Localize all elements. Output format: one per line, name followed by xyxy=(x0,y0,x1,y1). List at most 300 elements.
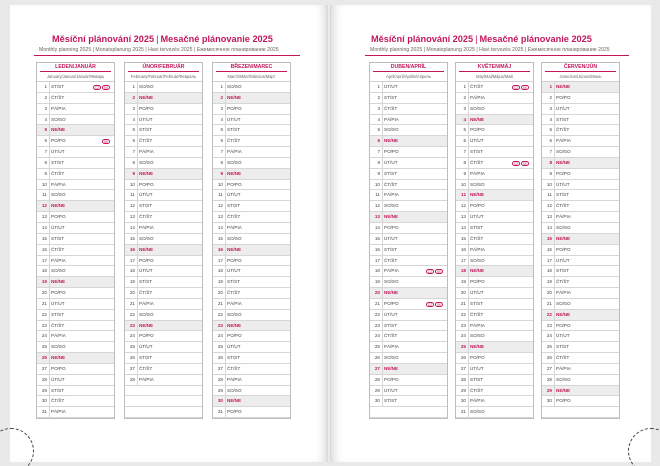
day-row[interactable] xyxy=(125,93,202,104)
day-row[interactable] xyxy=(542,310,619,321)
day-row[interactable] xyxy=(213,342,290,353)
day-divider xyxy=(468,266,469,276)
day-row[interactable] xyxy=(456,180,533,191)
day-row[interactable] xyxy=(125,180,202,191)
day-row[interactable] xyxy=(370,158,447,169)
day-row[interactable] xyxy=(456,158,533,169)
day-divider xyxy=(137,375,138,385)
day-number: 24 xyxy=(129,333,135,339)
day-row[interactable] xyxy=(213,158,290,169)
day-row[interactable] xyxy=(370,147,447,158)
day-divider xyxy=(468,375,469,385)
day-divider xyxy=(468,396,469,406)
day-row[interactable] xyxy=(37,386,114,397)
day-row[interactable] xyxy=(37,396,114,407)
day-divider xyxy=(49,180,50,190)
day-row[interactable] xyxy=(213,190,290,201)
day-number: 18 xyxy=(374,268,380,274)
day-row[interactable] xyxy=(125,277,202,288)
day-row[interactable] xyxy=(125,223,202,234)
day-number: 1 xyxy=(463,84,466,89)
day-number: 29 xyxy=(460,387,466,393)
day-row[interactable] xyxy=(125,364,202,375)
day-row[interactable] xyxy=(37,180,114,191)
day-row[interactable] xyxy=(370,342,447,353)
day-divider xyxy=(468,201,469,211)
day-row[interactable] xyxy=(456,115,533,126)
weekday-label: ČT/ŠT xyxy=(51,398,65,404)
day-divider xyxy=(382,180,383,190)
day-row[interactable] xyxy=(213,321,290,332)
day-number: 28 xyxy=(129,376,135,382)
day-row[interactable] xyxy=(370,115,447,126)
day-number: 14 xyxy=(546,224,552,230)
day-row[interactable] xyxy=(125,115,202,126)
day-number: 3 xyxy=(549,105,552,111)
day-row[interactable] xyxy=(542,245,619,256)
day-row[interactable] xyxy=(213,256,290,267)
weekday-label: ÚT/UT xyxy=(227,268,241,274)
day-row[interactable] xyxy=(37,169,114,180)
day-row[interactable] xyxy=(456,310,533,321)
day-divider xyxy=(225,180,226,190)
day-row[interactable] xyxy=(456,223,533,234)
day-row[interactable] xyxy=(125,136,202,147)
day-row[interactable] xyxy=(213,245,290,256)
day-row[interactable] xyxy=(542,331,619,342)
day-row[interactable] xyxy=(125,331,202,342)
weekday-label: ÚT/UT xyxy=(556,105,570,111)
day-row[interactable] xyxy=(213,396,290,407)
day-row[interactable] xyxy=(456,190,533,201)
weekday-label: NE/NE xyxy=(51,203,66,209)
day-row[interactable] xyxy=(542,266,619,277)
day-divider xyxy=(49,169,50,179)
day-row[interactable] xyxy=(125,266,202,277)
day-row[interactable] xyxy=(37,147,114,158)
day-row[interactable] xyxy=(37,266,114,277)
day-row[interactable] xyxy=(542,396,619,407)
day-row[interactable] xyxy=(125,234,202,245)
day-row[interactable] xyxy=(37,82,114,93)
day-row[interactable] xyxy=(213,180,290,191)
weekday-label: ČT/ŠT xyxy=(556,127,570,133)
day-row[interactable] xyxy=(542,407,619,418)
day-number: 8 xyxy=(463,159,466,165)
day-row[interactable] xyxy=(542,321,619,332)
day-row[interactable] xyxy=(213,364,290,375)
day-row[interactable] xyxy=(542,212,619,223)
day-row[interactable] xyxy=(542,201,619,212)
day-row[interactable] xyxy=(456,375,533,386)
day-divider xyxy=(382,245,383,255)
day-number: 9 xyxy=(132,170,135,176)
day-number: 23 xyxy=(129,322,135,328)
day-row[interactable] xyxy=(542,125,619,136)
day-divider xyxy=(468,331,469,341)
day-divider xyxy=(225,234,226,244)
day-row[interactable] xyxy=(542,299,619,310)
day-row[interactable] xyxy=(370,82,447,93)
day-row[interactable] xyxy=(125,353,202,364)
day-row[interactable] xyxy=(125,299,202,310)
weekday-label: PÁ/PIA xyxy=(227,224,242,230)
day-row[interactable] xyxy=(456,331,533,342)
day-row[interactable] xyxy=(370,223,447,234)
day-row[interactable] xyxy=(37,288,114,299)
day-number: 26 xyxy=(460,355,466,361)
day-row[interactable] xyxy=(542,386,619,397)
day-row[interactable] xyxy=(542,364,619,375)
day-row[interactable] xyxy=(370,212,447,223)
day-number: 11 xyxy=(42,192,47,198)
day-number: 7 xyxy=(549,149,552,155)
day-row[interactable] xyxy=(542,136,619,147)
day-row[interactable] xyxy=(456,256,533,267)
day-row[interactable] xyxy=(542,234,619,245)
day-divider xyxy=(137,180,138,190)
day-row[interactable] xyxy=(456,147,533,158)
day-row[interactable] xyxy=(213,234,290,245)
day-row[interactable] xyxy=(542,82,619,93)
day-row[interactable] xyxy=(213,93,290,104)
day-row[interactable] xyxy=(542,169,619,180)
day-row[interactable] xyxy=(213,331,290,342)
day-divider xyxy=(49,125,50,135)
weekday-label: NE/NE xyxy=(227,246,242,252)
day-row[interactable] xyxy=(213,310,290,321)
day-row[interactable] xyxy=(456,396,533,407)
day-row[interactable] xyxy=(542,158,619,169)
day-row[interactable] xyxy=(125,321,202,332)
day-number: 11 xyxy=(218,192,223,198)
day-row[interactable] xyxy=(456,234,533,245)
day-row[interactable] xyxy=(542,342,619,353)
day-row[interactable] xyxy=(542,223,619,234)
day-row[interactable] xyxy=(37,299,114,310)
day-row[interactable] xyxy=(456,321,533,332)
day-row[interactable] xyxy=(125,169,202,180)
day-row[interactable] xyxy=(456,353,533,364)
day-row[interactable] xyxy=(125,82,202,93)
day-row[interactable] xyxy=(370,190,447,201)
day-row[interactable] xyxy=(125,104,202,115)
weekday-label: PO/PO xyxy=(139,105,154,111)
day-row[interactable] xyxy=(37,277,114,288)
holiday-badge: SK xyxy=(436,302,442,307)
day-row[interactable] xyxy=(542,375,619,386)
day-row[interactable] xyxy=(542,190,619,201)
day-row[interactable] xyxy=(456,277,533,288)
day-number: 5 xyxy=(549,127,552,133)
day-number: 20 xyxy=(546,290,552,296)
weekday-label: ČT/ŠT xyxy=(139,214,153,220)
day-row[interactable] xyxy=(37,331,114,342)
day-divider xyxy=(468,169,469,179)
day-row[interactable] xyxy=(213,223,290,234)
day-row[interactable] xyxy=(370,266,447,277)
day-row[interactable] xyxy=(125,288,202,299)
day-row[interactable] xyxy=(125,190,202,201)
day-number: 14 xyxy=(129,224,135,230)
day-number: 6 xyxy=(132,138,135,144)
day-row[interactable] xyxy=(37,93,114,104)
month-column-january xyxy=(36,62,115,419)
day-row[interactable] xyxy=(37,190,114,201)
day-divider xyxy=(382,136,383,146)
weekday-label: ÚT/UT xyxy=(470,290,484,296)
day-row[interactable] xyxy=(125,407,202,418)
day-divider xyxy=(137,104,138,114)
day-row[interactable] xyxy=(370,136,447,147)
day-row[interactable] xyxy=(370,93,447,104)
day-divider xyxy=(137,321,138,331)
month-name: DUBEN/APRÍL xyxy=(373,63,444,72)
weekday-label: NE/NE xyxy=(227,398,242,404)
day-row[interactable] xyxy=(370,256,447,267)
day-divider xyxy=(49,375,50,385)
day-row[interactable] xyxy=(213,407,290,418)
day-number: 8 xyxy=(549,159,552,165)
day-number: 10 xyxy=(546,181,552,187)
day-row[interactable] xyxy=(125,386,202,397)
weekday-label: PO/PO xyxy=(556,398,571,404)
weekday-label: PÁ/PIA xyxy=(470,322,485,328)
day-number: 19 xyxy=(217,279,223,285)
day-row[interactable] xyxy=(37,353,114,364)
title-divider xyxy=(365,55,629,56)
day-row[interactable] xyxy=(213,212,290,223)
day-row[interactable] xyxy=(213,201,290,212)
day-row[interactable] xyxy=(370,169,447,180)
day-row[interactable] xyxy=(370,234,447,245)
day-row[interactable] xyxy=(370,375,447,386)
day-row[interactable] xyxy=(125,201,202,212)
day-row[interactable] xyxy=(125,375,202,386)
weekday-label: PÁ/PIA xyxy=(470,398,485,404)
day-divider xyxy=(49,190,50,200)
day-divider xyxy=(554,212,555,222)
day-row[interactable] xyxy=(125,147,202,158)
day-row[interactable] xyxy=(37,375,114,386)
day-row[interactable] xyxy=(370,386,447,397)
day-row[interactable] xyxy=(213,136,290,147)
day-divider xyxy=(468,386,469,396)
day-divider xyxy=(554,256,555,266)
day-row[interactable] xyxy=(213,266,290,277)
day-row[interactable] xyxy=(456,299,533,310)
day-row[interactable] xyxy=(370,353,447,364)
day-row[interactable] xyxy=(37,234,114,245)
day-divider xyxy=(382,310,383,320)
day-number: 31 xyxy=(217,409,223,415)
day-row[interactable] xyxy=(542,353,619,364)
day-row[interactable] xyxy=(456,201,533,212)
day-row[interactable] xyxy=(37,245,114,256)
day-number: 15 xyxy=(546,235,552,241)
day-row[interactable] xyxy=(542,277,619,288)
day-row[interactable] xyxy=(213,288,290,299)
day-row[interactable] xyxy=(370,201,447,212)
day-row[interactable] xyxy=(213,375,290,386)
day-divider xyxy=(468,288,469,298)
day-row[interactable] xyxy=(213,277,290,288)
day-number: 30 xyxy=(217,398,223,404)
day-row[interactable] xyxy=(213,115,290,126)
day-row[interactable] xyxy=(37,125,114,136)
day-row[interactable] xyxy=(213,169,290,180)
day-row[interactable] xyxy=(213,125,290,136)
day-divider xyxy=(468,277,469,287)
day-divider xyxy=(49,212,50,222)
day-row[interactable] xyxy=(37,201,114,212)
day-row[interactable] xyxy=(456,288,533,299)
day-row[interactable] xyxy=(37,364,114,375)
day-number: 24 xyxy=(217,333,223,339)
weekday-label: PÁ/PIA xyxy=(470,94,485,100)
day-row[interactable] xyxy=(125,256,202,267)
day-divider xyxy=(225,82,226,92)
day-row[interactable] xyxy=(370,364,447,375)
day-row[interactable] xyxy=(125,310,202,321)
weekday-label: ST/ST xyxy=(227,127,241,133)
day-row[interactable] xyxy=(542,288,619,299)
day-row[interactable] xyxy=(542,93,619,104)
day-row[interactable] xyxy=(125,245,202,256)
day-row[interactable] xyxy=(370,277,447,288)
day-row[interactable] xyxy=(370,288,447,299)
day-row[interactable] xyxy=(370,104,447,115)
day-number: 20 xyxy=(374,290,380,296)
day-row[interactable] xyxy=(370,310,447,321)
day-number: 5 xyxy=(44,127,47,133)
day-row[interactable] xyxy=(370,407,447,418)
day-row[interactable] xyxy=(456,245,533,256)
weekday-label: ÚT/UT xyxy=(51,149,65,155)
day-divider xyxy=(468,407,469,417)
weekday-label: PÁ/PIA xyxy=(470,246,485,252)
month-translations: March/März/Március/Март xyxy=(213,72,290,82)
month-column-february xyxy=(124,62,203,419)
weekday-label: PÁ/PIA xyxy=(51,257,66,263)
day-row[interactable] xyxy=(213,104,290,115)
day-row[interactable] xyxy=(542,115,619,126)
day-row[interactable] xyxy=(370,331,447,342)
day-number: 24 xyxy=(460,333,466,339)
day-row[interactable] xyxy=(542,104,619,115)
day-number: 22 xyxy=(41,311,47,317)
weekday-label: ST/ST xyxy=(470,224,484,230)
day-row[interactable] xyxy=(370,180,447,191)
day-number: 13 xyxy=(546,214,552,220)
day-row[interactable] xyxy=(456,82,533,93)
left-page xyxy=(10,5,327,462)
day-divider xyxy=(554,125,555,135)
day-row[interactable] xyxy=(125,342,202,353)
day-row[interactable] xyxy=(125,125,202,136)
day-row[interactable] xyxy=(456,342,533,353)
day-row[interactable] xyxy=(37,223,114,234)
day-row[interactable] xyxy=(370,125,447,136)
day-row[interactable] xyxy=(37,321,114,332)
weekday-label: SO/SO xyxy=(51,192,66,198)
day-row[interactable] xyxy=(37,136,114,147)
day-row[interactable] xyxy=(456,136,533,147)
day-row[interactable] xyxy=(456,104,533,115)
day-row[interactable] xyxy=(456,386,533,397)
day-row[interactable] xyxy=(370,299,447,310)
day-row[interactable] xyxy=(37,115,114,126)
day-divider xyxy=(554,288,555,298)
weekday-label: ČT/ŠT xyxy=(139,290,153,296)
day-row[interactable] xyxy=(456,364,533,375)
day-row[interactable] xyxy=(370,396,447,407)
day-number: 8 xyxy=(377,159,380,165)
day-row[interactable] xyxy=(370,245,447,256)
day-row[interactable] xyxy=(456,93,533,104)
day-row[interactable] xyxy=(542,147,619,158)
weekday-label: ST/ST xyxy=(227,355,241,361)
day-row[interactable] xyxy=(213,299,290,310)
day-row[interactable] xyxy=(456,125,533,136)
day-row[interactable] xyxy=(456,169,533,180)
weekday-label: NE/NE xyxy=(51,127,66,133)
day-row[interactable] xyxy=(125,396,202,407)
day-number: 17 xyxy=(129,257,135,263)
day-row[interactable] xyxy=(456,407,533,418)
day-row[interactable] xyxy=(37,310,114,321)
day-divider xyxy=(49,386,50,396)
day-row[interactable] xyxy=(542,256,619,267)
day-divider xyxy=(554,386,555,396)
day-row[interactable] xyxy=(456,212,533,223)
holiday-badge: SK xyxy=(522,161,528,166)
weekday-label: SO/SO xyxy=(51,116,66,122)
day-row[interactable] xyxy=(125,212,202,223)
weekday-label: ST/ST xyxy=(470,300,484,306)
weekday-label: ST/ST xyxy=(556,344,570,350)
day-row[interactable] xyxy=(37,212,114,223)
holiday-badge: CZ xyxy=(513,86,519,90)
day-row[interactable] xyxy=(370,321,447,332)
day-row[interactable] xyxy=(37,256,114,267)
weekday-label: NE/NE xyxy=(556,235,571,241)
day-divider xyxy=(554,169,555,179)
day-row[interactable] xyxy=(213,386,290,397)
weekday-label: ST/ST xyxy=(139,127,153,133)
day-number: 10 xyxy=(460,181,466,187)
day-row[interactable] xyxy=(213,147,290,158)
day-row[interactable] xyxy=(456,266,533,277)
day-number: 15 xyxy=(460,235,466,241)
day-number: 6 xyxy=(549,138,552,144)
page-subtitle: Monthly planning 2025 | Monatsplanung 2025 | Havi tervezés 2025 | Ежемесячное планирование 2025 xyxy=(39,47,279,53)
day-row[interactable] xyxy=(37,407,114,418)
day-row[interactable] xyxy=(125,158,202,169)
day-number: 26 xyxy=(546,355,552,361)
day-row[interactable] xyxy=(37,158,114,169)
day-row[interactable] xyxy=(213,82,290,93)
day-number: 14 xyxy=(41,224,47,230)
day-row[interactable] xyxy=(542,180,619,191)
day-row[interactable] xyxy=(213,353,290,364)
day-number: 7 xyxy=(463,149,466,155)
day-divider xyxy=(382,396,383,406)
day-divider xyxy=(137,299,138,309)
day-number: 30 xyxy=(41,398,47,404)
day-row[interactable] xyxy=(37,342,114,353)
day-row[interactable] xyxy=(37,104,114,115)
